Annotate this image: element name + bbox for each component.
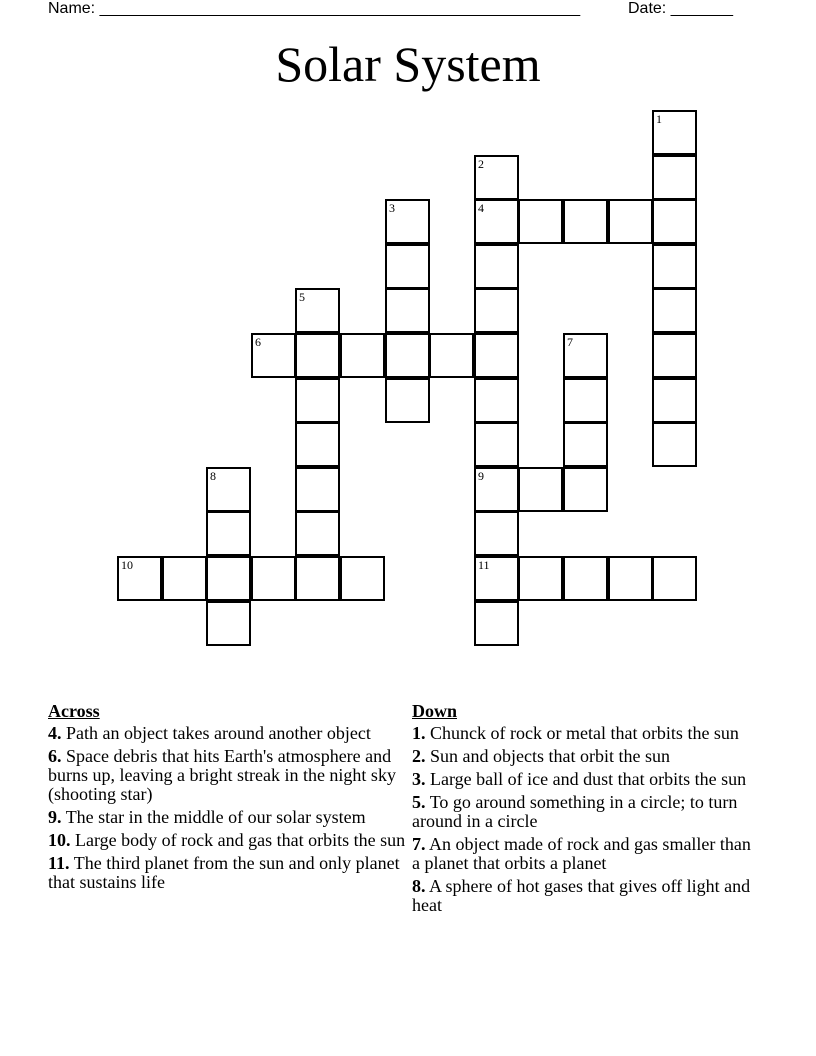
crossword-cell[interactable] bbox=[206, 467, 251, 512]
name-field[interactable]: Name: ______________________________________________________ bbox=[48, 0, 581, 17]
crossword-cell[interactable] bbox=[474, 378, 519, 423]
clue-number: 10 bbox=[121, 558, 133, 572]
clue-item bbox=[48, 854, 408, 892]
date-field[interactable]: Date: _______ bbox=[628, 0, 733, 17]
crossword-cell[interactable] bbox=[474, 288, 519, 333]
crossword-cell[interactable] bbox=[563, 556, 608, 601]
clue-item-text: Sun and objects that orbit the sun bbox=[430, 746, 670, 766]
crossword-cell[interactable] bbox=[162, 556, 207, 601]
across-heading: Across bbox=[48, 701, 100, 721]
crossword-cell[interactable] bbox=[474, 422, 519, 467]
across-clue-list bbox=[48, 724, 408, 892]
clue-item-text: Path an object takes around another object bbox=[66, 723, 371, 743]
clue-item-number: 8. bbox=[412, 876, 426, 896]
crossword-cell[interactable] bbox=[295, 556, 340, 601]
clue-item-text: The third planet from the sun and only planet that sustains life bbox=[48, 853, 400, 892]
crossword-cell[interactable] bbox=[295, 467, 340, 512]
clue-item bbox=[412, 747, 762, 766]
crossword-cell[interactable] bbox=[474, 244, 519, 289]
clue-item bbox=[48, 747, 408, 804]
crossword-cell[interactable] bbox=[117, 556, 162, 601]
crossword-cell[interactable] bbox=[652, 422, 697, 467]
crossword-cell[interactable] bbox=[295, 422, 340, 467]
crossword-cell[interactable] bbox=[474, 467, 519, 512]
crossword-cell[interactable] bbox=[563, 199, 608, 244]
clue-item-text: Chunck of rock or metal that orbits the sun bbox=[430, 723, 739, 743]
page-title: Solar System bbox=[275, 36, 541, 92]
clue-item bbox=[412, 770, 762, 789]
clue-item-number: 5. bbox=[412, 792, 426, 812]
crossword-cell[interactable] bbox=[251, 556, 296, 601]
crossword-cell[interactable] bbox=[518, 199, 563, 244]
clue-item-number: 1. bbox=[412, 723, 426, 743]
crossword-cell[interactable] bbox=[251, 333, 296, 378]
crossword-cell[interactable] bbox=[518, 556, 563, 601]
clue-item-number: 6. bbox=[48, 746, 62, 766]
crossword-cell[interactable] bbox=[385, 288, 430, 333]
crossword-cell[interactable] bbox=[652, 110, 697, 155]
crossword-cell[interactable] bbox=[474, 601, 519, 646]
crossword-cell[interactable] bbox=[652, 378, 697, 423]
clue-item bbox=[412, 877, 762, 915]
crossword-cell[interactable] bbox=[652, 288, 697, 333]
clue-item-number: 3. bbox=[412, 769, 426, 789]
clue-item-text: A sphere of hot gases that gives off light and heat bbox=[412, 876, 751, 915]
crossword-cell[interactable] bbox=[652, 556, 697, 601]
crossword-cell[interactable] bbox=[652, 155, 697, 200]
clue-item-text: The star in the middle of our solar system bbox=[65, 807, 366, 827]
crossword-cell[interactable] bbox=[385, 199, 430, 244]
crossword-cell[interactable] bbox=[295, 288, 340, 333]
crossword-cell[interactable] bbox=[206, 511, 251, 556]
crossword-cell[interactable] bbox=[474, 511, 519, 556]
crossword-cell[interactable] bbox=[652, 333, 697, 378]
clue-item bbox=[48, 808, 408, 827]
across-clues bbox=[48, 702, 408, 896]
crossword-cell[interactable] bbox=[340, 556, 385, 601]
clue-number: 1 bbox=[656, 112, 662, 126]
clue-number: 5 bbox=[299, 290, 305, 304]
clue-item-text: Large body of rock and gas that orbits the sun bbox=[75, 830, 406, 850]
crossword-cell[interactable] bbox=[608, 199, 653, 244]
down-clues bbox=[412, 702, 762, 919]
clue-item bbox=[412, 793, 762, 831]
crossword-cell[interactable] bbox=[385, 244, 430, 289]
crossword-cell[interactable] bbox=[340, 333, 385, 378]
clue-item-number: 11. bbox=[48, 853, 70, 873]
clue-item bbox=[412, 724, 762, 743]
clue-number: 3 bbox=[389, 201, 395, 215]
clue-item-text: Large ball of ice and dust that orbits the sun bbox=[430, 769, 747, 789]
crossword-cell[interactable] bbox=[474, 155, 519, 200]
clue-item bbox=[48, 831, 408, 850]
crossword-cell[interactable] bbox=[608, 556, 653, 601]
clue-item-number: 9. bbox=[48, 807, 62, 827]
crossword-cell[interactable] bbox=[518, 467, 563, 512]
crossword-cell[interactable] bbox=[429, 333, 474, 378]
crossword-cell[interactable] bbox=[385, 333, 430, 378]
down-heading: Down bbox=[412, 701, 458, 721]
clue-item-number: 10. bbox=[48, 830, 71, 850]
clue-item-number: 2. bbox=[412, 746, 426, 766]
crossword-cell[interactable] bbox=[563, 378, 608, 423]
crossword-cell[interactable] bbox=[563, 333, 608, 378]
down-clue-list bbox=[412, 724, 762, 915]
clue-item-number: 7. bbox=[412, 834, 426, 854]
crossword-cell[interactable] bbox=[206, 556, 251, 601]
crossword-cell[interactable] bbox=[474, 556, 519, 601]
clue-number: 2 bbox=[478, 157, 484, 171]
clue-number: 8 bbox=[210, 469, 216, 483]
clue-number: 7 bbox=[567, 335, 573, 349]
crossword-cell[interactable] bbox=[474, 199, 519, 244]
crossword-cell[interactable] bbox=[206, 601, 251, 646]
crossword-cell[interactable] bbox=[652, 199, 697, 244]
crossword-cell[interactable] bbox=[563, 467, 608, 512]
clue-item-text: Space debris that hits Earth's atmosphere and burns up, leaving a bright streak in the night sky (shooting star) bbox=[48, 746, 396, 804]
clue-number: 4 bbox=[478, 201, 484, 215]
crossword-cell[interactable] bbox=[652, 244, 697, 289]
clue-item-text: To go around something in a circle; to turn around in a circle bbox=[412, 792, 738, 831]
clue-item bbox=[412, 835, 762, 873]
clue-number: 11 bbox=[478, 558, 490, 572]
crossword-cell[interactable] bbox=[295, 378, 340, 423]
clue-item bbox=[48, 724, 408, 743]
crossword-cell[interactable] bbox=[474, 333, 519, 378]
clue-item-number: 4. bbox=[48, 723, 62, 743]
crossword-cell[interactable] bbox=[295, 511, 340, 556]
clue-number: 9 bbox=[478, 469, 484, 483]
clue-item-text: An object made of rock and gas smaller than a planet that orbits a planet bbox=[412, 834, 751, 873]
crossword-cell[interactable] bbox=[385, 378, 430, 423]
crossword-cell[interactable] bbox=[563, 422, 608, 467]
clue-number: 6 bbox=[255, 335, 261, 349]
crossword-cell[interactable] bbox=[295, 333, 340, 378]
